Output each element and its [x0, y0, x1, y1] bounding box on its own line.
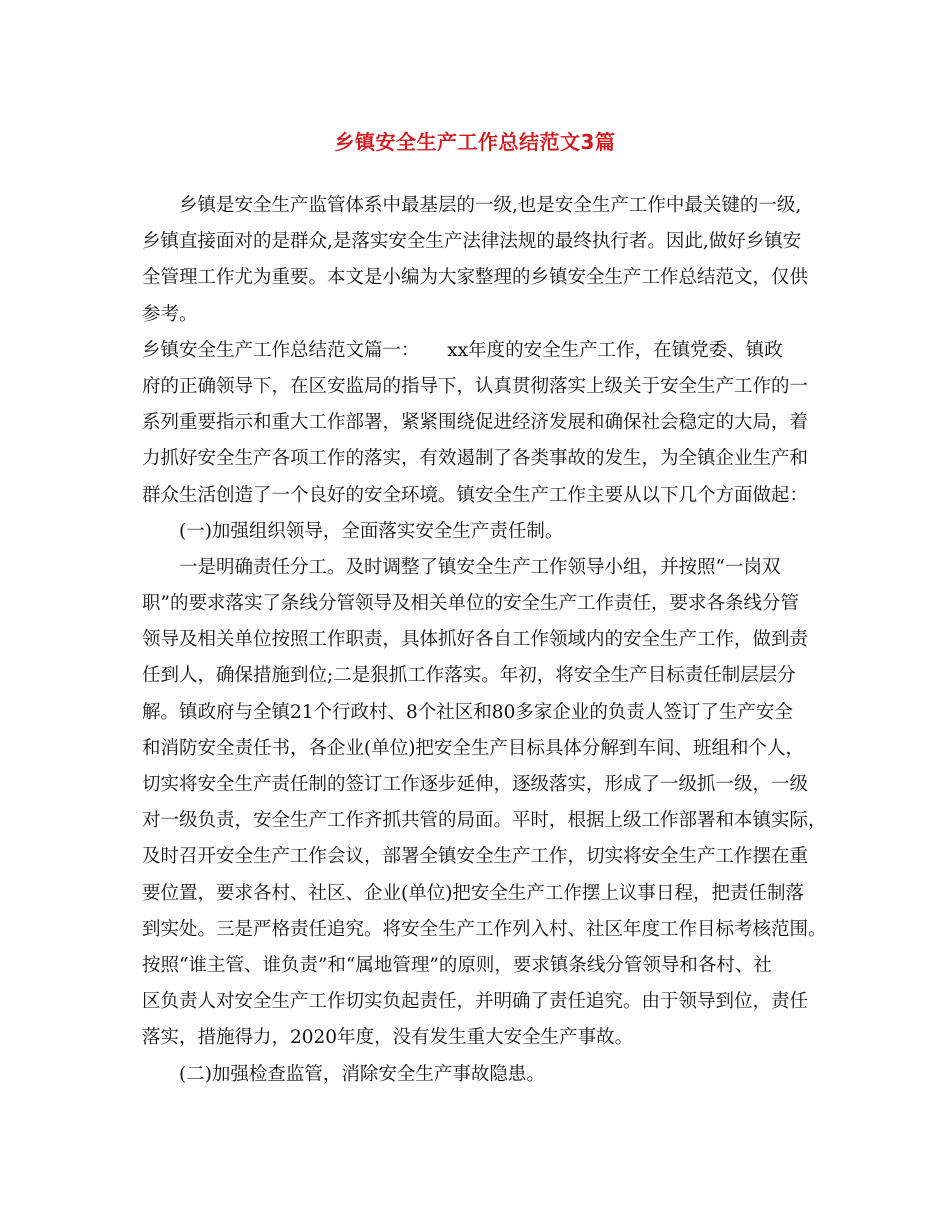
paragraph-line: 参考。 — [142, 303, 198, 325]
paragraph-line: 及时召开安全生产工作会议，部署全镇安全生产工作，切实将安全生产工作摆在重 — [142, 846, 809, 868]
paragraph-line: 区负责人对安全生产工作切实负起责任，并明确了责任追究。由于领导到位，责任 — [142, 991, 809, 1013]
paragraph-line: 群众生活创造了一个良好的安全环境。镇安全生产工作主要从以下几个方面做起： — [142, 484, 809, 506]
paragraph-line: 到实处。三是严格责任追究。将安全生产工作列入村、社区年度工作目标考核范围。 — [142, 918, 827, 940]
paragraph-line: 要位置，要求各村、社区、企业(单位)把安全生产工作摆上议事日程，把责任制落 — [142, 882, 804, 904]
paragraph-line: 任到人，确保措施到位;二是狠抓工作落实。年初，将安全生产目标责任制层层分 — [142, 665, 796, 687]
paragraph-line: 职”的要求落实了条线分管领导及相关单位的安全生产工作责任，要求各条线分管 — [142, 593, 799, 615]
section-heading: (二)加强检查监管，消除安全生产事故隐患。 — [179, 1063, 545, 1085]
paragraph-line: 和消防安全责任书，各企业(单位)把安全生产目标具体分解到车间、班组和个人， — [142, 737, 804, 759]
paragraph-line: 系列重要指示和重大工作部署，紧紧围绕促进经济发展和确保社会稳定的大局，着 — [142, 412, 809, 434]
paragraph-line: 力抓好安全生产各项工作的落实，有效遏制了各类事故的发生，为全镇企业生产和 — [142, 448, 809, 470]
paragraph-line: 全管理工作尤为重要。本文是小编为大家整理的乡镇安全生产工作总结范文，仅供 — [142, 267, 809, 289]
paragraph-line: 乡镇直接面对的是群众,是落实安全生产法律法规的最终执行者。因此,做好乡镇安 — [142, 231, 802, 253]
document-title: 乡镇安全生产工作总结范文3篇 — [334, 130, 616, 154]
paragraph-line: 乡镇安全生产工作总结范文篇一： xx年度的安全生产工作，在镇党委、镇政 — [142, 339, 783, 361]
document-body — [142, 188, 832, 1093]
section-heading: (一)加强组织领导，全面落实安全生产责任制。 — [179, 520, 564, 542]
paragraph-line: 切实将安全生产责任制的签订工作逐步延伸，逐级落实，形成了一级抓一级，一级 — [142, 774, 809, 795]
paragraph-line: 乡镇是安全生产监管体系中最基层的一级,也是安全生产工作中最关键的一级, — [179, 195, 802, 216]
paragraph-line: 落实，措施得力，2020年度，没有发生重大安全生产事故。 — [142, 1027, 634, 1049]
paragraph-line: 一是明确责任分工。及时调整了镇安全生产工作领导小组，并按照“一岗双 — [179, 556, 781, 578]
paragraph-line: 解。镇政府与全镇21个行政村、8个社区和80多家企业的负责人签订了生产安全 — [142, 701, 793, 723]
paragraph-line: 府的正确领导下，在区安监局的指导下，认真贯彻落实上级关于安全生产工作的一 — [142, 375, 809, 397]
paragraph-line: 对一级负责，安全生产工作齐抓共管的局面。平时，根据上级工作部署和本镇实际， — [142, 810, 827, 832]
paragraph-line: 领导及相关单位按照工作职责，具体抓好各自工作领域内的安全生产工作，做到责 — [142, 629, 809, 651]
paragraph-line: 按照“谁主管、谁负责”和“属地管理”的原则，要求镇条线分管领导和各村、社 — [142, 954, 772, 976]
